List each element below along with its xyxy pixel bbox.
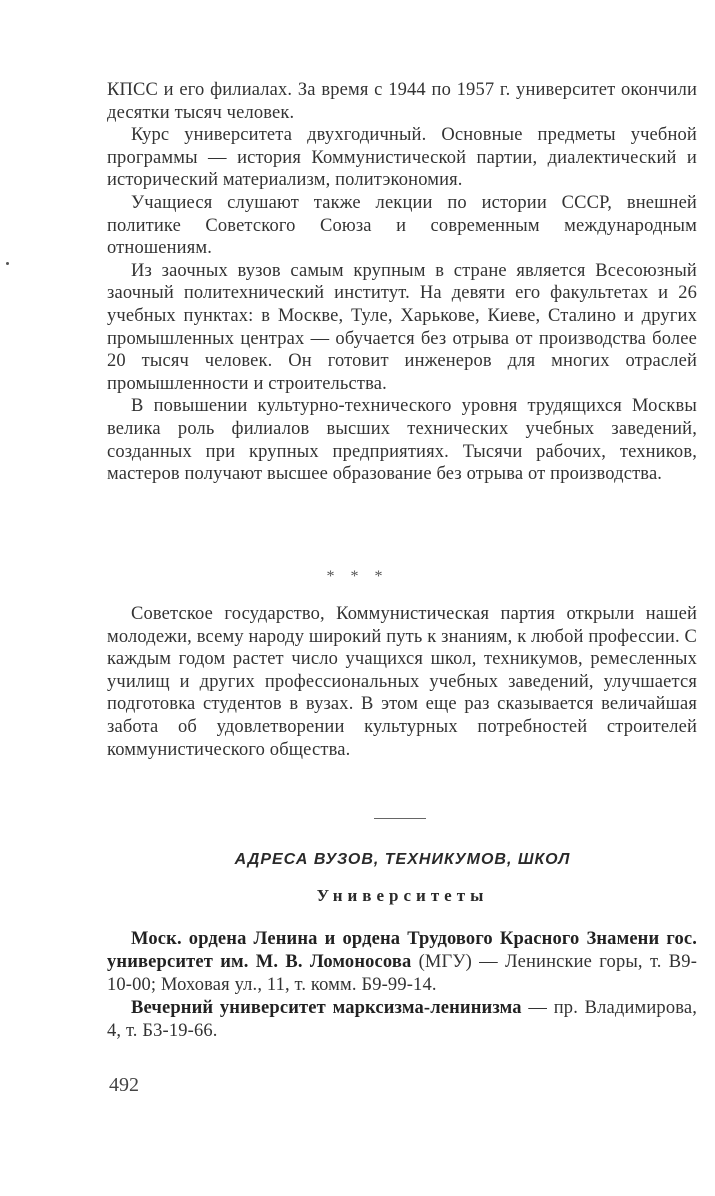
section-separator: * * * (326, 568, 389, 585)
entry-name: Вечерний университет марксизма-ленинизма (131, 998, 522, 1018)
paragraph-branches: В повышении культурно-технического уровня трудящихся Москвы велика роль филиалов высших технических учебных заведений, созданных при крупных предприятиях. Тысячи рабочих, техников, мастеров получают высшее образование без отрыва от производства. (107, 396, 697, 485)
body-text (107, 79, 697, 486)
paragraph-correspondence-institute: Из заочных вузов самым крупным в стране является Всесоюзный заочный политехнический институт. На девяти его факультетах и 26 учебных пунктах: в Москве, Туле, Харькове, Киеве, Сталино и других промышленных центрах — обучается без отрыва от производства более 20 тысяч человек. Он готовит инженеров для многих отраслей промышленности и строительства. (107, 260, 697, 394)
entry-details: — пр. Владимирова, 4, т. Б3-19-66. (107, 998, 697, 1041)
subsection-heading: Университеты (316, 886, 489, 905)
page-number: 492 (109, 1074, 139, 1096)
paragraph-lectures: Учащиеся слушают также лекции по истории СССР, внешней политике Советского Союза и современным международным отношениям. (107, 192, 697, 259)
paragraph-course: Курс университета двухгодичный. Основные предметы учебной программы — история Коммунистической партии, диалектический и исторический материализм, политэкономия. (107, 125, 697, 191)
divider-rule (374, 818, 426, 819)
paragraph-closing: Советское государство, Коммунистическая партия открыли нашей молодежи, всему народу широкий путь к знаниям, к любой профессии. С каждым годом растет число учащихся школ, техникумов, ремесленных училищ и других профессиональных учебных заведений, улучшается подготовка студентов в вузах. В этом еще раз сказывается величайшая забота об удовлетворении культурных потребностей строителей коммунистического общества. (107, 604, 697, 760)
print-speck (6, 262, 9, 265)
entry-details: (МГУ) — Ленинские горы, т. В9-10-00; Моховая ул., 11, т. комм. Б9-99-14. (107, 952, 697, 995)
section-heading: АДРЕСА ВУЗОВ, ТЕХНИКУМОВ, ШКОЛ (234, 851, 571, 868)
address-list (107, 928, 697, 1043)
address-entry (107, 997, 697, 1043)
paragraph-continued: КПСС и его филиалах. За время с 1944 по 1957 г. университет окончили десятки тысяч человек. (107, 80, 697, 123)
address-entry (107, 928, 697, 997)
entry-name: Моск. ордена Ленина и ордена Трудового Красного Знамени гос. университет им. М. В. Ломоносова (107, 929, 697, 972)
closing-text (107, 603, 697, 761)
